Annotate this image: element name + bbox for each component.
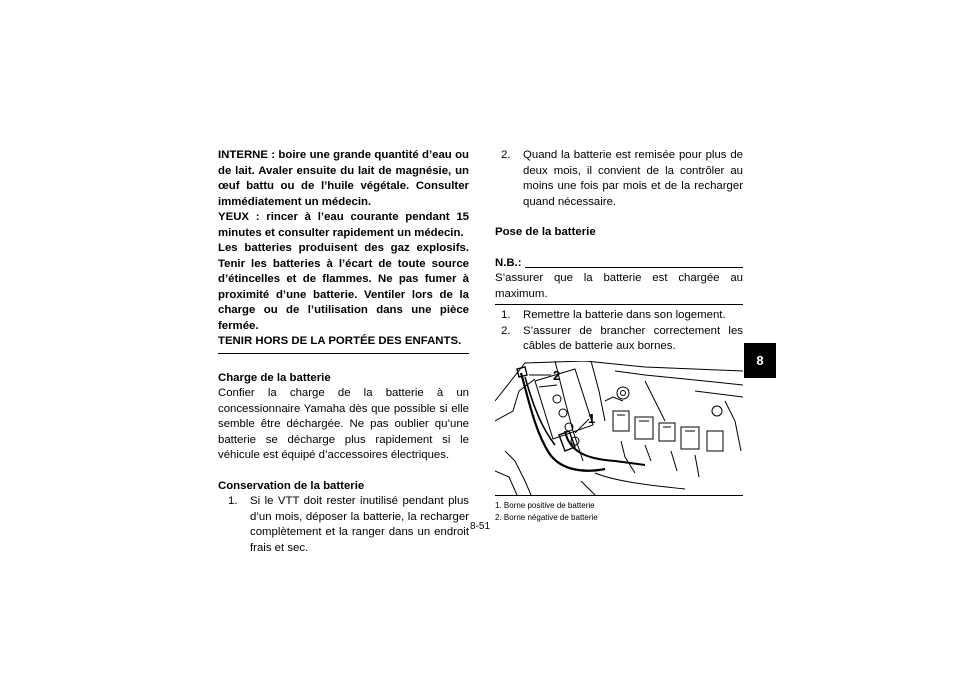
list-number: 1. <box>501 309 511 321</box>
warning-explosive: Les batteries produisent des gaz explosifs. Tenir les batteries à l’écart de toute source d’étincelles et de flammes. Ne pas fumer à proximité d’une batterie. Ventiler lors de la charge ou de l’utilisation dans une pièce fermée. <box>218 242 469 332</box>
warning-eyes: YEUX : rincer à l’eau courante pendant 15 minutes et consulter rapidement un médecin. <box>218 211 469 239</box>
charge-text: Confier la charge de la batterie à un concessionnaire Yamaha dès que possible si elle semble être déchargée. Ne pas oublier qu’une batterie se décharge plus rapidement si le véhicule est équipé d’accessoires électriques. <box>218 387 469 461</box>
storage-heading: Conservation de la batterie <box>218 479 365 492</box>
right-column <box>495 148 743 524</box>
list-text: Si le VTT doit rester inutilisé pendant plus d’un mois, déposer la batterie, la recharger complètement et la ranger dans un endroit frais et sec. <box>250 495 469 554</box>
nb-label: N.B.: <box>495 256 522 269</box>
nb-text: S’assurer que la batterie est chargée au maximum. <box>495 272 743 300</box>
list-text: S’assurer de brancher correctement les câbles de batterie aux bornes. <box>523 324 743 352</box>
callout-2: 2 <box>553 367 561 383</box>
install-item-1 <box>495 308 743 324</box>
list-text: Quand la batterie est remisée pour plus de deux mois, il convient de la contrôler au moins une fois par mois et de la recharger quand nécessaire. <box>523 149 743 208</box>
callout-1: 1 <box>588 410 596 426</box>
storage-item-2 <box>495 148 743 210</box>
list-number: 1. <box>228 495 238 507</box>
chapter-tab: 8 <box>744 343 776 378</box>
install-item-2 <box>495 324 743 355</box>
list-number: 2. <box>501 324 511 337</box>
battery-figure <box>495 361 743 496</box>
list-number: 2. <box>501 149 511 161</box>
nb-header <box>495 256 743 272</box>
page-number: 8-51 <box>469 521 490 532</box>
install-heading: Pose de la batterie <box>495 226 596 238</box>
warning-children: TENIR HORS DE LA PORTÉE DES ENFANTS. <box>218 335 462 347</box>
battery-illustration <box>495 361 743 495</box>
storage-item-1 <box>228 494 469 556</box>
warning-internal: INTERNE : boire une grande quantité d’eau ou de lait. Avaler ensuite du lait de magnésie, un œuf battu ou de l’huile végétale. Consulter immédiatement un médecin. <box>218 149 469 208</box>
figure-caption <box>495 500 743 524</box>
charge-heading: Charge de la batterie <box>218 371 331 384</box>
warning-block <box>218 148 469 350</box>
left-column <box>218 148 469 556</box>
list-text: Remettre la batterie dans son logement. <box>523 309 726 321</box>
caption-1: 1. Borne positive de batterie <box>495 500 595 510</box>
caption-2: 2. Borne négative de batterie <box>495 512 598 522</box>
